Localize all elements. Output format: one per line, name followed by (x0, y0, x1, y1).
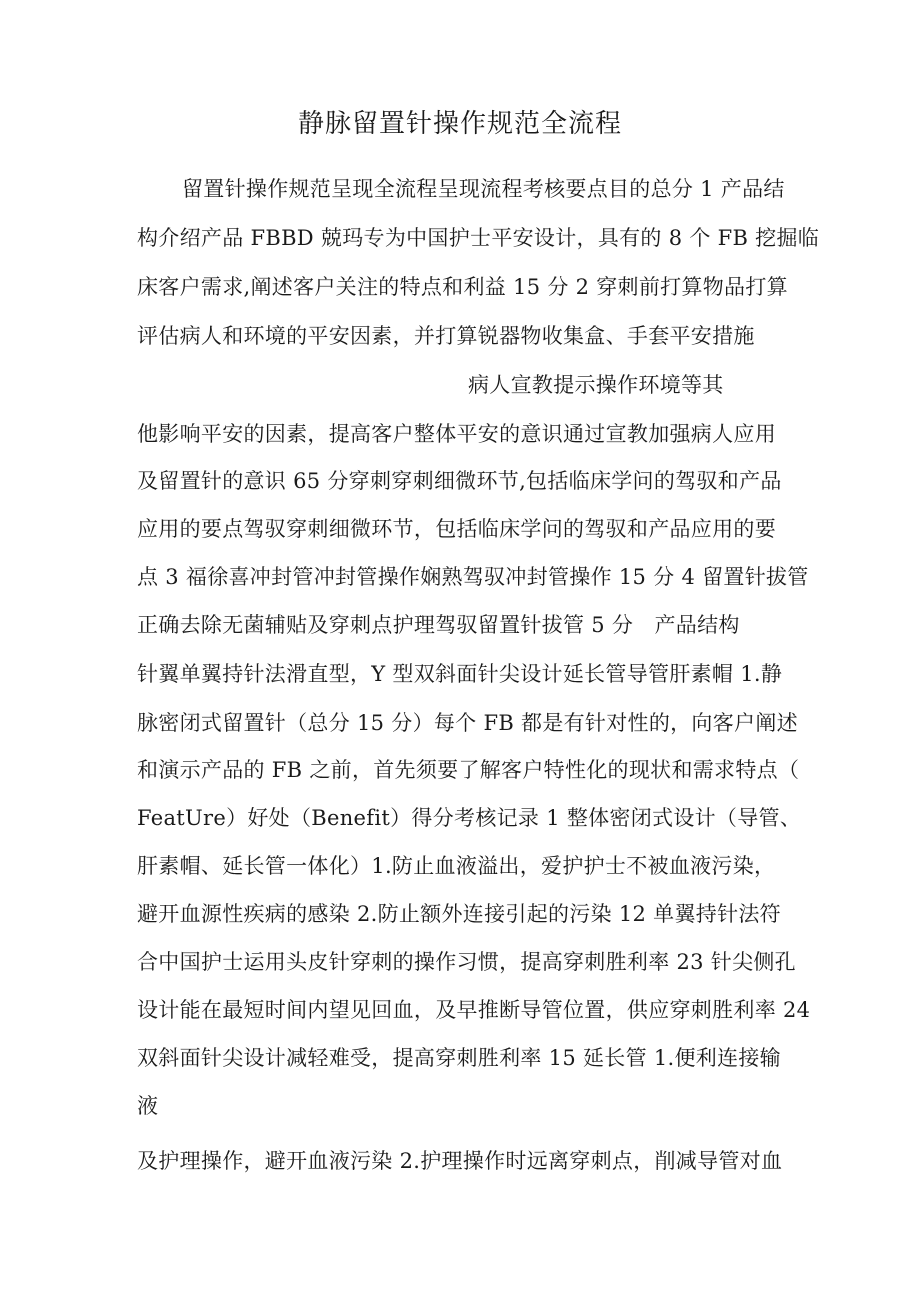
document-title: 静脉留置针操作规范全流程 (297, 109, 622, 139)
paragraph-line: 双斜面针尖设计减轻难受，提高穿刺胜利率 15 延长管 1.便利连接输 (137, 1046, 781, 1070)
paragraph-line: 病人宣教提示操作环境等其 (468, 373, 724, 397)
paragraph-line: 避开血源性疾病的感染 2.防止额外连接引起的污染 12 单翼持针法符 (137, 902, 781, 926)
paragraph-line: 他影响平安的因素，提高客户整体平安的意识通过宣教加强病人应用 (137, 422, 776, 446)
paragraph-line: 脉密闭式留置针（总分 15 分）每个 FB 都是有针对性的，向客户阐述 (137, 711, 798, 735)
paragraph-line: 构介绍产品 FBBD 兢玛专为中国护士平安设计，具有的 8 个 FB 挖掘临 (137, 226, 820, 250)
paragraph-line: 及留置针的意识 65 分穿刺穿刺细微环节,包括临床学问的驾驭和产品 (137, 469, 782, 493)
paragraph-line: 液 (137, 1094, 159, 1118)
paragraph-line: FeatUre）好处（Benefit）得分考核记录 1 整体密闭式设计（导管、 (137, 806, 802, 830)
paragraph-line: 应用的要点驾驭穿刺细微环节，包括临床学问的驾驭和产品应用的要 (137, 517, 776, 541)
paragraph-line: 留置针操作规范呈现全流程呈现流程考核要点目的总分 1 产品结 (182, 177, 785, 201)
paragraph-line: 床客户需求,阐述客户关注的特点和利益 15 分 2 穿刺前打算物品打算 (137, 275, 788, 299)
paragraph-line: 和演示产品的 FB 之前，首先须要了解客户特性化的现状和需求特点（ (137, 758, 800, 782)
paragraph-line: 针翼单翼持针法滑直型，Y 型双斜面针尖设计延长管导管肝素帽 1.静 (137, 662, 783, 686)
paragraph-line: 肝素帽、延长管一体化）1.防止血液溢出，爱护护士不被血液污染， (137, 854, 776, 878)
paragraph-line: 正确去除无菌辅贴及穿刺点护理驾驭留置针拔管 5 分 产品结构 (137, 613, 740, 637)
paragraph-line: 点 3 福徐喜冲封管冲封管操作娴熟驾驭冲封管操作 15 分 4 留置针拔管 (137, 565, 809, 589)
paragraph-line: 评估病人和环境的平安因素，并打算锐器物收集盒、手套平安措施 (137, 324, 755, 348)
paragraph-line: 设计能在最短时间内望见回血，及早推断导管位置，供应穿刺胜利率 24 (137, 998, 811, 1022)
paragraph-line: 及护理操作，避开血液污染 2.护理操作时远离穿刺点，削减导管对血 (137, 1149, 783, 1173)
paragraph-line: 合中国护士运用头皮针穿刺的操作习惯，提高穿刺胜利率 23 针尖侧孔 (137, 950, 796, 974)
